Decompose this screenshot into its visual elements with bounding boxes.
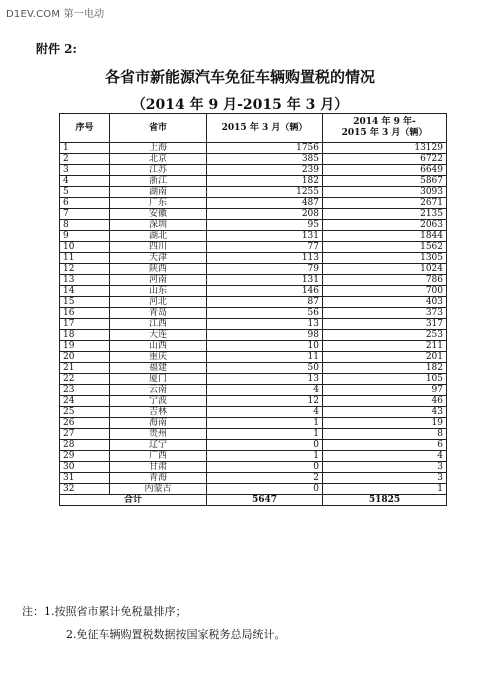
row-index: 29: [60, 451, 110, 462]
row-march-count: 0: [207, 462, 323, 473]
table-row: [60, 165, 447, 176]
row-march-count: 79: [207, 264, 323, 275]
row-province: 海南: [110, 418, 207, 429]
row-index: 2: [60, 154, 110, 165]
row-cumulative-count: 3: [323, 462, 447, 473]
row-index: 25: [60, 407, 110, 418]
table-row: [60, 176, 447, 187]
row-province: 江西: [110, 319, 207, 330]
row-march-count: 1: [207, 451, 323, 462]
row-cumulative-count: 97: [323, 385, 447, 396]
document-subtitle: （2014 年 9 月-2015 年 3 月）: [131, 97, 349, 113]
row-index: 17: [60, 319, 110, 330]
row-index: 1: [60, 143, 110, 154]
row-province: 云南: [110, 385, 207, 396]
row-march-count: 1255: [207, 187, 323, 198]
row-march-count: 87: [207, 297, 323, 308]
table-row: [60, 363, 447, 374]
row-cumulative-count: 1024: [323, 264, 447, 275]
row-march-count: 487: [207, 198, 323, 209]
row-index: 12: [60, 264, 110, 275]
row-province: 深圳: [110, 220, 207, 231]
row-march-count: 0: [207, 440, 323, 451]
table-row: [60, 462, 447, 473]
row-index: 22: [60, 374, 110, 385]
row-cumulative-count: 19: [323, 418, 447, 429]
row-index: 20: [60, 352, 110, 363]
row-province: 河南: [110, 275, 207, 286]
row-index: 24: [60, 396, 110, 407]
row-march-count: 56: [207, 308, 323, 319]
total-row: [60, 495, 447, 506]
table-row: [60, 396, 447, 407]
table-row: [60, 352, 447, 363]
row-province: 广西: [110, 451, 207, 462]
row-march-count: 1: [207, 418, 323, 429]
table-row: [60, 374, 447, 385]
row-march-count: 10: [207, 341, 323, 352]
row-cumulative-count: 4: [323, 451, 447, 462]
table-row: [60, 275, 447, 286]
table-row: [60, 341, 447, 352]
row-index: 10: [60, 242, 110, 253]
row-cumulative-count: 13129: [323, 143, 447, 154]
row-cumulative-count: 211: [323, 341, 447, 352]
row-province: 山西: [110, 341, 207, 352]
row-cumulative-count: 2063: [323, 220, 447, 231]
header-march: 2015 年 3 月（辆）: [207, 114, 323, 143]
row-march-count: 0: [207, 484, 323, 495]
row-march-count: 13: [207, 374, 323, 385]
row-march-count: 77: [207, 242, 323, 253]
table-body: [60, 143, 447, 495]
row-index: 11: [60, 253, 110, 264]
row-province: 青海: [110, 473, 207, 484]
row-cumulative-count: 6649: [323, 165, 447, 176]
table-row: [60, 484, 447, 495]
row-province: 安徽: [110, 209, 207, 220]
row-province: 湖南: [110, 187, 207, 198]
row-cumulative-count: 2135: [323, 209, 447, 220]
row-province: 福建: [110, 363, 207, 374]
total-march: 5647: [207, 495, 323, 506]
row-cumulative-count: 1562: [323, 242, 447, 253]
row-province: 河北: [110, 297, 207, 308]
header-index: 序号: [60, 114, 110, 143]
table-row: [60, 231, 447, 242]
row-index: 16: [60, 308, 110, 319]
row-index: 32: [60, 484, 110, 495]
row-march-count: 2: [207, 473, 323, 484]
note-line-2: 2.免征车辆购置税数据按国家税务总局统计。: [66, 628, 286, 641]
table-row: [60, 308, 447, 319]
row-province: 山东: [110, 286, 207, 297]
row-province: 厦门: [110, 374, 207, 385]
row-province: 北京: [110, 154, 207, 165]
row-march-count: 1756: [207, 143, 323, 154]
header-cumulative-line2: 2015 年 3 月（辆）: [341, 128, 428, 138]
row-cumulative-count: 700: [323, 286, 447, 297]
table-row: [60, 330, 447, 341]
row-index: 15: [60, 297, 110, 308]
row-cumulative-count: 1: [323, 484, 447, 495]
row-march-count: 12: [207, 396, 323, 407]
total-cumulative: 51825: [323, 495, 447, 506]
row-march-count: 4: [207, 407, 323, 418]
row-index: 3: [60, 165, 110, 176]
row-cumulative-count: 1844: [323, 231, 447, 242]
table-row: [60, 198, 447, 209]
row-province: 辽宁: [110, 440, 207, 451]
row-province: 贵州: [110, 429, 207, 440]
table-row: [60, 440, 447, 451]
table-row: [60, 253, 447, 264]
row-index: 18: [60, 330, 110, 341]
row-province: 上海: [110, 143, 207, 154]
total-label: 合计: [60, 495, 207, 506]
row-index: 8: [60, 220, 110, 231]
row-march-count: 50: [207, 363, 323, 374]
header-cumulative: [323, 114, 447, 143]
table-row: [60, 286, 447, 297]
row-cumulative-count: 786: [323, 275, 447, 286]
table-row: [60, 187, 447, 198]
row-province: 广东: [110, 198, 207, 209]
table-row: [60, 429, 447, 440]
row-index: 31: [60, 473, 110, 484]
row-province: 内蒙古: [110, 484, 207, 495]
row-cumulative-count: 182: [323, 363, 447, 374]
table-row: [60, 297, 447, 308]
table-row: [60, 407, 447, 418]
row-march-count: 385: [207, 154, 323, 165]
table-row: [60, 209, 447, 220]
row-cumulative-count: 1305: [323, 253, 447, 264]
row-cumulative-count: 317: [323, 319, 447, 330]
row-province: 四川: [110, 242, 207, 253]
row-march-count: 146: [207, 286, 323, 297]
row-index: 23: [60, 385, 110, 396]
row-march-count: 208: [207, 209, 323, 220]
document-title: 各省市新能源汽车免征车辆购置税的情况: [104, 68, 375, 86]
table-row: [60, 242, 447, 253]
row-index: 30: [60, 462, 110, 473]
row-province: 浙江: [110, 176, 207, 187]
row-cumulative-count: 403: [323, 297, 447, 308]
row-cumulative-count: 3093: [323, 187, 447, 198]
row-province: 宁波: [110, 396, 207, 407]
row-index: 26: [60, 418, 110, 429]
row-cumulative-count: 253: [323, 330, 447, 341]
table-row: [60, 220, 447, 231]
row-cumulative-count: 6: [323, 440, 447, 451]
row-index: 21: [60, 363, 110, 374]
header-cumulative-line1: 2014 年 9 年-: [353, 117, 416, 127]
attachment-label: 附件 2:: [36, 42, 77, 56]
row-cumulative-count: 105: [323, 374, 447, 385]
row-march-count: 131: [207, 231, 323, 242]
row-province: 江苏: [110, 165, 207, 176]
row-march-count: 11: [207, 352, 323, 363]
row-march-count: 13: [207, 319, 323, 330]
row-march-count: 113: [207, 253, 323, 264]
row-province: 大连: [110, 330, 207, 341]
row-index: 27: [60, 429, 110, 440]
row-cumulative-count: 46: [323, 396, 447, 407]
row-index: 4: [60, 176, 110, 187]
row-index: 13: [60, 275, 110, 286]
row-march-count: 1: [207, 429, 323, 440]
row-province: 陕西: [110, 264, 207, 275]
row-cumulative-count: 8: [323, 429, 447, 440]
header-province: 省市: [110, 114, 207, 143]
row-cumulative-count: 6722: [323, 154, 447, 165]
row-cumulative-count: 43: [323, 407, 447, 418]
row-index: 28: [60, 440, 110, 451]
table-row: [60, 451, 447, 462]
row-province: 吉林: [110, 407, 207, 418]
row-index: 7: [60, 209, 110, 220]
table-header-row: [60, 114, 447, 143]
note-line-1: 注：1.按照省市累计免税量排序；: [22, 605, 187, 618]
table-row: [60, 418, 447, 429]
watermark-text: D1EV.COM 第一电动: [6, 9, 105, 20]
row-march-count: 95: [207, 220, 323, 231]
row-cumulative-count: 373: [323, 308, 447, 319]
row-index: 5: [60, 187, 110, 198]
row-index: 19: [60, 341, 110, 352]
row-province: 湖北: [110, 231, 207, 242]
row-march-count: 131: [207, 275, 323, 286]
tax-exemption-table: [59, 113, 447, 506]
row-index: 14: [60, 286, 110, 297]
row-province: 重庆: [110, 352, 207, 363]
row-cumulative-count: 5867: [323, 176, 447, 187]
row-march-count: 182: [207, 176, 323, 187]
row-march-count: 239: [207, 165, 323, 176]
table-row: [60, 319, 447, 330]
row-march-count: 4: [207, 385, 323, 396]
row-cumulative-count: 2671: [323, 198, 447, 209]
row-province: 青岛: [110, 308, 207, 319]
row-index: 9: [60, 231, 110, 242]
row-cumulative-count: 201: [323, 352, 447, 363]
row-province: 甘肃: [110, 462, 207, 473]
table-row: [60, 385, 447, 396]
table-row: [60, 473, 447, 484]
row-cumulative-count: 3: [323, 473, 447, 484]
row-index: 6: [60, 198, 110, 209]
row-province: 天津: [110, 253, 207, 264]
table-row: [60, 143, 447, 154]
table-row: [60, 264, 447, 275]
row-march-count: 98: [207, 330, 323, 341]
table-row: [60, 154, 447, 165]
